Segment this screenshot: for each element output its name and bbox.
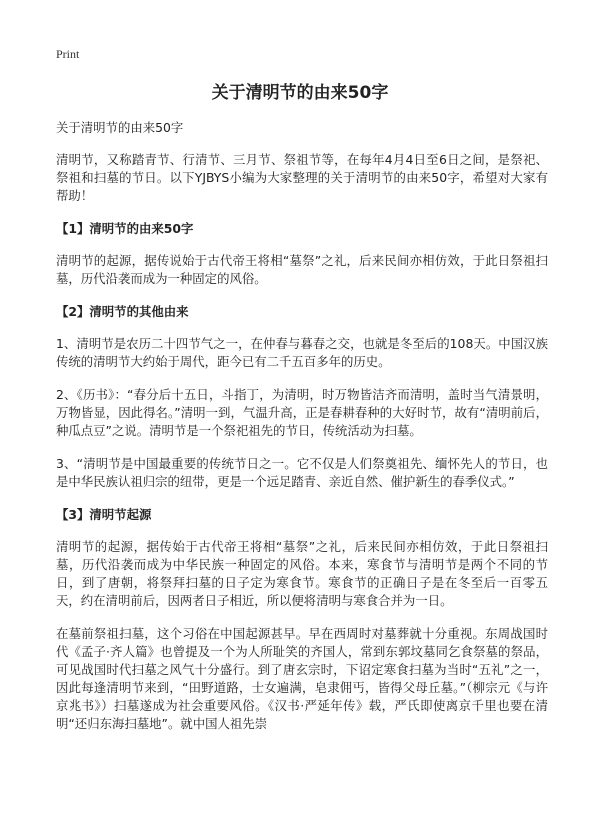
section-2-paragraph-1: 1、清明节是农历二十四节气之一，在仲春与暮春之交，也就是冬至后的108天。中国汉族传统的清明节大约始于周代，距今已有二千五百多年的历史。 bbox=[56, 336, 548, 369]
intro-paragraph: 清明节，又称踏青节、行清节、三月节、祭祖节等，在每年4月4日至6日之间，是祭祀、祭祖和扫墓的节日。以下YJBYS小编为大家整理的关于清明节的由来50字，希望对大家有帮助！ bbox=[56, 152, 548, 203]
section-2-paragraph-2: 2、《历书》：“春分后十五日，斗指丁，为清明，时万物皆洁齐而清明，盖时当气清景明，万物皆显，因此得名。”清明一到，气温升高，正是春耕春种的大好时节，故有“清明前后，种瓜点豆”之说。清明节是一个祭祀祖先的节日，传统活动为扫墓。 bbox=[56, 387, 548, 438]
section-1-paragraph-1: 清明节的起源，据传说始于古代帝王将相“墓祭”之礼，后来民间亦相仿效，于此日祭祖扫墓，历代沿袭而成为一种固定的风俗。 bbox=[56, 253, 548, 286]
section-heading-3: 【3】清明节起源 bbox=[56, 507, 152, 522]
article-subtitle: 关于清明节的由来50字 bbox=[56, 120, 184, 135]
section-3-paragraph-2: 在墓前祭祖扫墓，这个习俗在中国起源甚早。早在西周时对墓葬就十分重视。东周战国时代《孟子·齐人篇》也曾提及一个为人所耻笑的齐国人，常到东郭坟墓同乞食祭墓的祭品，可见战国时代扫墓之风气十分盛行。到了唐玄宗时，下诏定寒食扫墓为当时“五礼”之一，因此每逢清明节来到，“田野道路，士女遍满，皂隶佣丐，皆得父母丘墓。”（柳宗元《与许京兆书》）扫墓遂成为社会重要风俗。《汉书·严延年传》载，严氏即使离京千里也要在清明“还归东海扫墓地”。就中国人祖先崇 bbox=[56, 626, 548, 731]
article-body bbox=[56, 119, 548, 748]
print-link[interactable]: Print bbox=[56, 47, 80, 61]
page-title: 关于清明节的由来50字 bbox=[211, 83, 389, 103]
section-2-paragraph-3: 3、“清明节是中国最重要的传统节日之一。它不仅是人们祭奠祖先、缅怀先人的节日，也是中华民族认祖归宗的纽带，更是一个远足踏青、亲近自然、催护新生的春季仪式。” bbox=[56, 456, 548, 489]
section-heading-2: 【2】清明节的其他由来 bbox=[56, 304, 189, 319]
section-3-paragraph-1: 清明节的起源，据传始于古代帝王将相“墓祭”之礼，后来民间亦相仿效，于此日祭祖扫墓，历代沿袭而成为中华民族一种固定的风俗。本来，寒食节与清明节是两个不同的节日，到了唐朝，将祭拜扫墓的日子定为寒食节。寒食节的正确日子是在冬至后一百零五天，约在清明前后，因两者日子相近，所以便将清明与寒食合并为一日。 bbox=[56, 539, 548, 608]
section-heading-1: 【1】清明节的由来50字 bbox=[56, 221, 194, 236]
